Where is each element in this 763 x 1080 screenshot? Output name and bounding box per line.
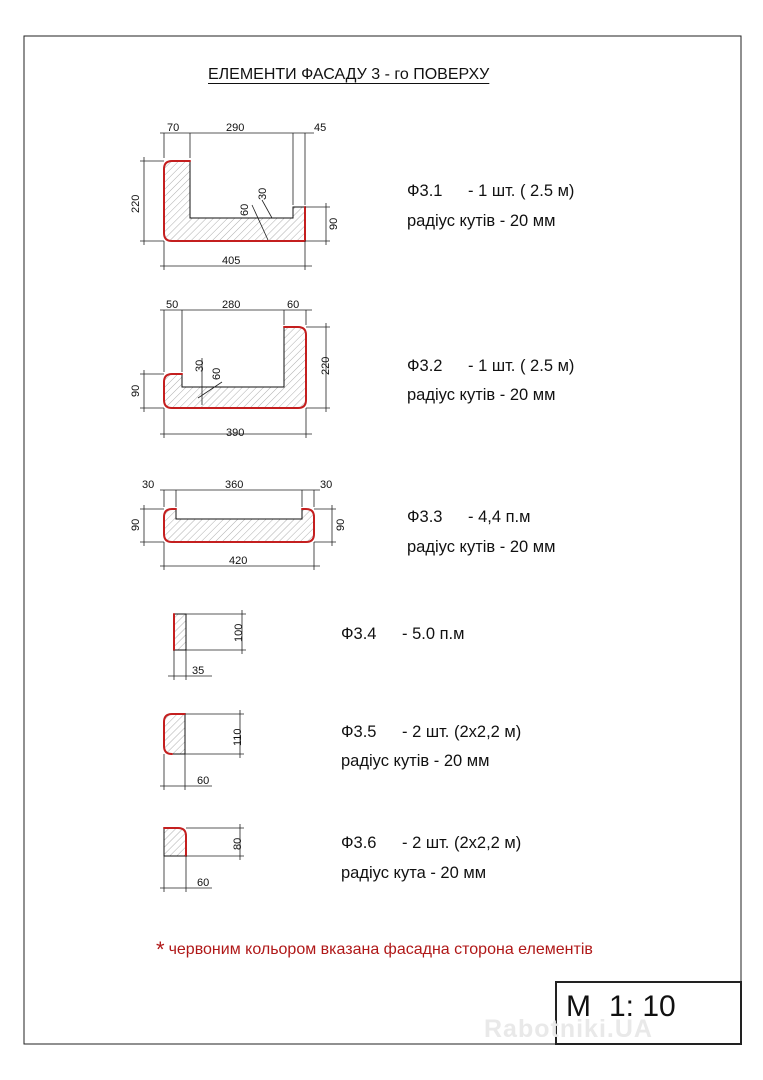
f3-1-radius: радіус кутів - 20 мм (407, 212, 556, 230)
f3-3-id: Ф3.3 (407, 508, 443, 526)
dim-f3-4-width: 35 (192, 665, 205, 677)
profile-f3-6 (160, 824, 244, 892)
page-title: ЕЛЕМЕНТИ ФАСАДУ 3 - го ПОВЕРХУ (208, 66, 490, 83)
dim-f3-3-right: 90 (335, 518, 347, 531)
f3-6-qty: - 2 шт. (2х2,2 м) (402, 834, 522, 852)
dim-f3-1-top-left: 70 (167, 122, 180, 134)
dim-f3-5-width: 60 (197, 775, 210, 787)
profile-f3-2 (130, 299, 332, 439)
dim-f3-6-width: 60 (197, 877, 210, 889)
dim-f3-6-height: 80 (232, 837, 244, 850)
f3-6-radius: радіус кута - 20 мм (341, 864, 487, 882)
legend-note (156, 937, 593, 963)
f3-3-qty: - 4,4 п.м (468, 508, 531, 526)
f3-4-qty: - 5.0 п.м (402, 625, 465, 643)
profile-f3-3 (130, 479, 347, 570)
drawing-frame (24, 36, 741, 1044)
dim-f3-2-left: 90 (130, 384, 142, 397)
profile-f3-4 (168, 610, 246, 680)
dim-f3-3-left: 90 (130, 518, 142, 531)
f3-2-radius: радіус кутів - 20 мм (407, 386, 556, 404)
dim-f3-1-inner-b: 30 (257, 187, 269, 200)
dim-f3-1-left: 220 (130, 194, 142, 213)
f3-2-id: Ф3.2 (407, 357, 443, 375)
dim-f3-1-right: 90 (328, 217, 340, 230)
profile-f3-1 (130, 122, 340, 270)
dim-f3-3-top-left: 30 (142, 479, 155, 491)
f3-1-qty: - 1 шт. ( 2.5 м) (468, 182, 575, 200)
watermark: Rabotniki.UA (484, 1015, 653, 1043)
f3-1-id: Ф3.1 (407, 182, 443, 200)
dim-f3-2-top-right: 60 (287, 299, 300, 311)
scale-label (566, 990, 676, 1024)
dim-f3-2-top-mid: 280 (222, 299, 241, 311)
dim-f3-2-right: 220 (320, 356, 332, 375)
dim-f3-4-height: 100 (233, 623, 245, 642)
f3-2-qty: - 1 шт. ( 2.5 м) (468, 357, 575, 375)
dim-f3-3-top-right: 30 (320, 479, 333, 491)
scale-ratio: 1: 10 (609, 990, 676, 1023)
dim-f3-1-bottom: 405 (222, 255, 241, 267)
note-asterisk: * (156, 937, 165, 962)
f3-3-radius: радіус кутів - 20 мм (407, 538, 556, 556)
dim-f3-1-top-mid: 290 (226, 122, 245, 134)
f3-5-id: Ф3.5 (341, 723, 377, 741)
dim-f3-2-inner-b: 60 (211, 367, 223, 380)
note-text: червоним кольором вказана фасадна сторона елементів (168, 941, 593, 958)
profile-f3-5 (160, 710, 244, 790)
f3-6-id: Ф3.6 (341, 834, 377, 852)
dim-f3-1-top-right: 45 (314, 122, 327, 134)
dim-f3-2-inner-a: 30 (194, 359, 206, 372)
f3-5-qty: - 2 шт. (2х2,2 м) (402, 723, 522, 741)
f3-4-id: Ф3.4 (341, 625, 377, 643)
dim-f3-3-top-mid: 360 (225, 479, 244, 491)
dim-f3-2-bottom: 390 (226, 427, 245, 439)
dim-f3-1-inner-a: 60 (239, 203, 251, 216)
dim-f3-5-height: 110 (232, 728, 244, 746)
dim-f3-2-top-left: 50 (166, 299, 179, 311)
f3-5-radius: радіус кутів - 20 мм (341, 752, 490, 770)
scale-m: М (566, 990, 591, 1023)
dim-f3-3-bottom: 420 (229, 555, 248, 567)
